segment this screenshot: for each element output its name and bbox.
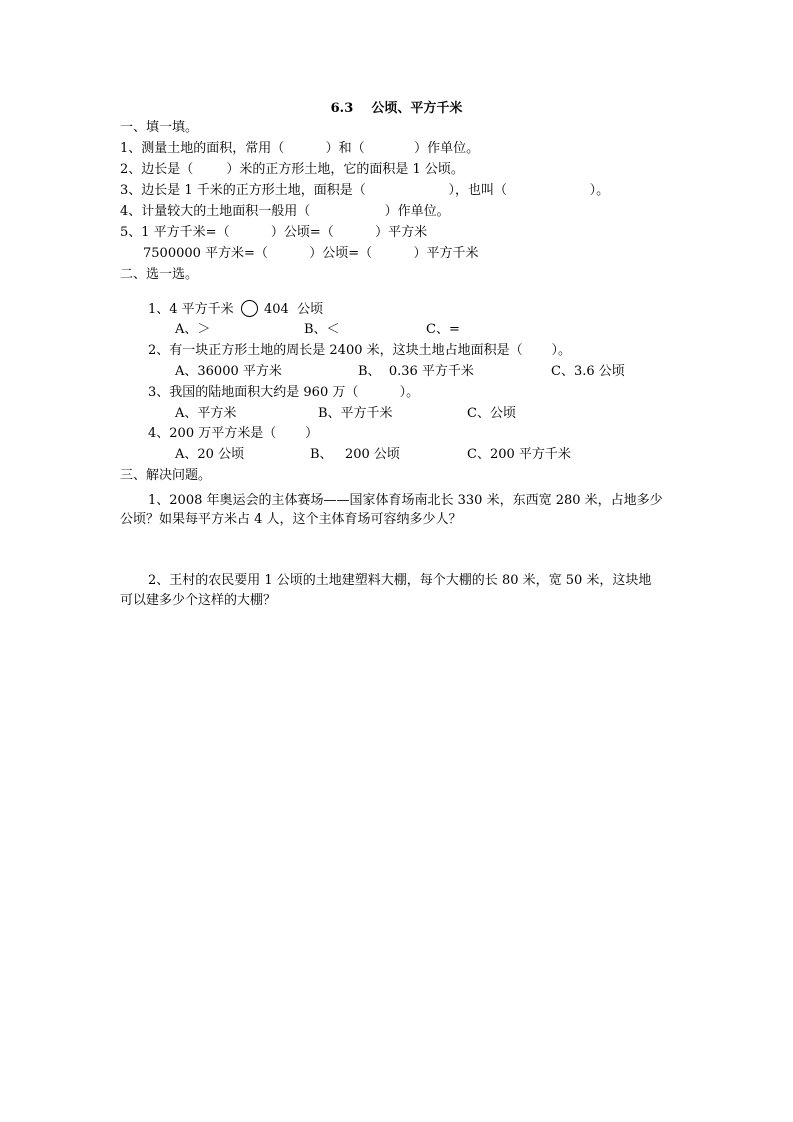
fill-item-4: 4、计量较大的土地面积一般用（ ）作单位。 xyxy=(120,204,450,219)
q4-option-b: B、 200 公顷 xyxy=(310,447,400,462)
q3-option-a: A、平方米 xyxy=(175,406,237,421)
section-3-heading: 三、解决问题。 xyxy=(120,468,212,483)
page-title: 6.3 公顷、平方千米 xyxy=(330,101,463,116)
fill-item-5-continued: 7500000 平方米=（ ）公顷=（ ）平方千米 xyxy=(143,246,479,261)
q4-option-a: A、20 公顷 xyxy=(175,447,245,462)
q2-option-a: A、36000 平方米 xyxy=(175,364,282,379)
choice-question-2: 2、有一块正方形土地的周长是 2400 米，这块土地占地面积是（ ）。 xyxy=(148,343,572,358)
q1-option-c: C、= xyxy=(426,322,460,337)
choice-question-1-before: 1、4 平方千米 xyxy=(148,302,234,317)
fill-item-5: 5、1 平方千米=（ ）公顷=（ ）平方米 xyxy=(120,225,428,240)
section-1-heading: 一、填一填。 xyxy=(120,120,199,135)
q3-option-c: C、公顷 xyxy=(467,406,516,421)
section-2-heading: 二、选一选。 xyxy=(120,267,199,282)
q1-option-b: B、＜ xyxy=(304,322,340,337)
problem-2-line-2: 可以建多少个这样的大棚？ xyxy=(120,593,277,608)
problem-2-line-1: 2、王村的农民要用 1 公顷的土地建塑料大棚，每个大棚的长 80 米，宽 50 米，这块地 xyxy=(148,573,652,588)
q3-option-b: B、平方千米 xyxy=(318,406,393,421)
fill-item-3: 3、边长是 1 千米的正方形土地，面积是（ ），也叫（ ）。 xyxy=(120,183,610,198)
q4-option-c: C、200 平方千米 xyxy=(467,447,571,462)
q1-option-a: A、＞ xyxy=(175,322,211,337)
problem-1-line-2: 公顷？如果每平方米占 4 人，这个主体育场可容纳多少人？ xyxy=(120,512,462,527)
q2-option-b: B、 0.36 平方千米 xyxy=(358,364,474,379)
problem-1-line-1: 1、2008 年奥运会的主体赛场——国家体育场南北长 330 米，东西宽 280 米，占地多少 xyxy=(148,493,663,508)
choice-question-3: 3、我国的陆地面积大约是 960 万（ ）。 xyxy=(148,385,420,400)
choice-question-4: 4、200 万平方米是（ ） xyxy=(148,426,319,441)
comparison-circle-icon xyxy=(241,300,258,317)
choice-question-1-after: 404 公顷 xyxy=(264,302,324,317)
fill-item-2: 2、边长是（ ）米的正方形土地，它的面积是 1 公顷。 xyxy=(120,162,464,177)
q2-option-c: C、3.6 公顷 xyxy=(551,364,625,379)
fill-item-1: 1、测量土地的面积，常用（ ）和（ ）作单位。 xyxy=(120,141,480,156)
